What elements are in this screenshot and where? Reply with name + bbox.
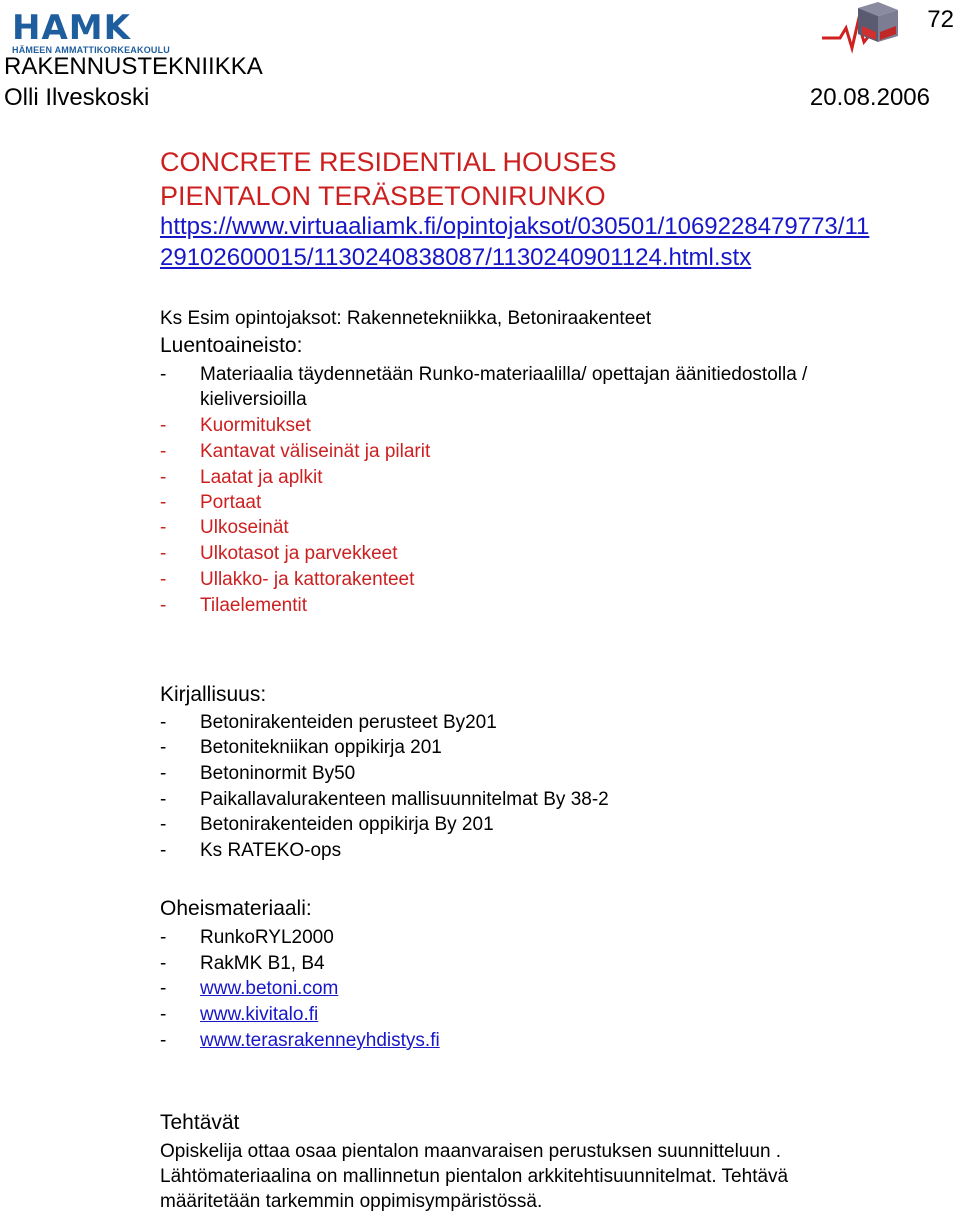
list-item: - Laatat ja aplkit <box>160 467 323 488</box>
list-item: - Ks RATEKO-ops <box>160 840 342 861</box>
list-item: - Portaat <box>160 492 262 513</box>
list-item: - www.kivitalo.fi <box>160 1004 319 1025</box>
logo-text: HAMK <box>12 8 131 48</box>
page-number: 72 <box>927 6 954 33</box>
title-finnish: PIENTALON TERÄSBETONIRUNKO <box>160 181 606 211</box>
list-item: - RakMK B1, B4 <box>160 953 325 974</box>
course-url-line2[interactable]: 29102600015/1130240838087/1130240901124.html.stx <box>160 244 752 271</box>
link-betoni[interactable]: www.betoni.com <box>200 978 339 999</box>
see-also-text: Ks Esim opintojaksot: Rakennetekniikka, Betoniraakenteet <box>160 308 652 329</box>
link-terasrakenneyhdistys[interactable]: www.terasrakenneyhdistys.fi <box>200 1030 440 1051</box>
link-kivitalo[interactable]: www.kivitalo.fi <box>200 1004 319 1025</box>
list-item: - Ulkotasot ja parvekkeet <box>160 543 398 564</box>
extra-heading: Oheismateriaali: <box>160 897 312 920</box>
emblem-icon <box>822 2 914 64</box>
department: RAKENNUSTEKNIIKKA <box>4 53 263 80</box>
list-item: - Ulkoseinät <box>160 517 289 538</box>
lecture-heading: Luentoaineisto: <box>160 334 303 357</box>
tasks-text-line3: määritetään tarkemmin oppimisympäristössä. <box>160 1191 543 1212</box>
list-item: - RunkoRYL2000 <box>160 927 334 948</box>
list-item: - Kuormitukset <box>160 415 311 436</box>
author: Olli Ilveskoski <box>4 84 150 111</box>
tasks-text-line1: Opiskelija ottaa osaa pientalon maanvaraisen perustuksen suunnitteluun . <box>160 1141 782 1162</box>
list-item: - Kantavat väliseinät ja pilarit <box>160 441 431 462</box>
title-english: CONCRETE RESIDENTIAL HOUSES <box>160 147 617 177</box>
tasks-text-line2: Lähtömateriaalina on mallinnetun pientalon arkkitehtisuunnitelmat. Tehtävä <box>160 1166 789 1187</box>
list-item: - Betonirakenteiden oppikirja By 201 <box>160 814 494 835</box>
logo-subtitle: HÄMEEN AMMATTIKORKEAKOULU <box>12 45 170 55</box>
date: 20.08.2006 <box>809 84 930 111</box>
hamk-logo <box>6 6 170 55</box>
tasks-heading: Tehtävät <box>160 1111 240 1134</box>
list-item: - Paikallavalurakenteen mallisuunnitelmat By 38-2 <box>160 789 609 810</box>
literature-heading: Kirjallisuus: <box>160 683 267 706</box>
list-item: - Betonitekniikan oppikirja 201 <box>160 737 442 758</box>
course-url-line1[interactable]: https://www.virtuaaliamk.fi/opintojaksot/030501/1069228479773/11 <box>160 213 870 240</box>
lecture-intro-text: Materiaalia täydennetään Runko-materiaalilla/ opettajan äänitiedostolla / <box>200 364 808 385</box>
list-item: - Tilaelementit <box>160 595 308 616</box>
list-item: - www.terasrakenneyhdistys.fi <box>160 1030 440 1051</box>
list-item: - Ullakko- ja kattorakenteet <box>160 569 415 590</box>
list-item: - Betoninormit By50 <box>160 763 356 784</box>
list-item: - www.betoni.com <box>160 978 339 999</box>
lecture-intro-continued: kieliversioilla <box>200 389 307 410</box>
lecture-intro: - Materiaalia täydennetään Runko-materiaalilla/ opettajan äänitiedostolla / <box>160 364 808 385</box>
list-item: - Betonirakenteiden perusteet By201 <box>160 712 497 733</box>
